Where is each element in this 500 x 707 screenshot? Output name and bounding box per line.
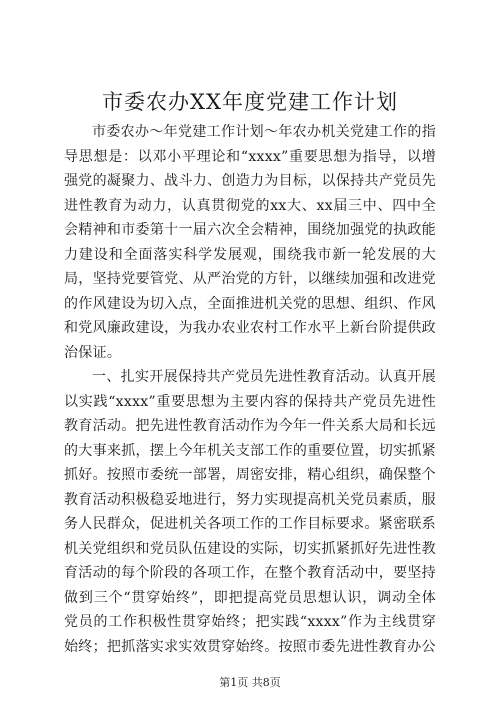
paragraph-intro: 市委农办～年党建工作计划～年农办机关党建工作的指导思想是：以邓小平理论和“xxxx”重要思想为指导，以增强党的凝聚力、战斗力、创造力为目标，以保持共产党员先进性教育为动力，认真贯彻党的xx大、xx届三中、四中全会精神和市委第十一届六次全会精神，围绕加强党的执政能力建设和全面落实科学发展观，围绕我市新一轮发展的大局，坚持党要管党、从严治党的方针，以继续加强和改进党的作风建设为切入点，全面推进机关党的思想、组织、作风和党风廉政建设，为我办农业农村工作水平上新台阶提供政治保证。 xyxy=(64,124,436,361)
page-footer: 第1页 共8页 xyxy=(219,676,281,689)
document-body xyxy=(64,120,436,659)
document-title: 市委农办XX年度党建工作计划 xyxy=(102,90,398,114)
paragraph-section-1: 一、扎实开展保持共产党员先进性教育活动。认真开展以实践“xxxx”重要思想为主要内容的保持共产党员先进性教育活动。把先进性教育活动作为今年一件关系大局和长远的大事来抓，摆上今年机关支部工作的重要位置，切实抓紧抓好。按照市委统一部署，周密安排，精心组织，确保整个教育活动积极稳妥地进行，努力实现提高机关党员素质，服务人民群众，促进机关各项工作的工作目标要求。紧密联系机关党组织和党员队伍建设的实际，切实抓紧抓好先进性教育活动的每个阶段的各项工作，在整个教育活动中，要坚持做到三个“贯穿始终”，即把提高党员思想认识，调动全体党员的工作积极性贯穿始终；把实践“xxxx”作为主线贯穿始终；把抓落实求实效贯穿始终。按照市委先进性教育办公 xyxy=(64,369,436,655)
